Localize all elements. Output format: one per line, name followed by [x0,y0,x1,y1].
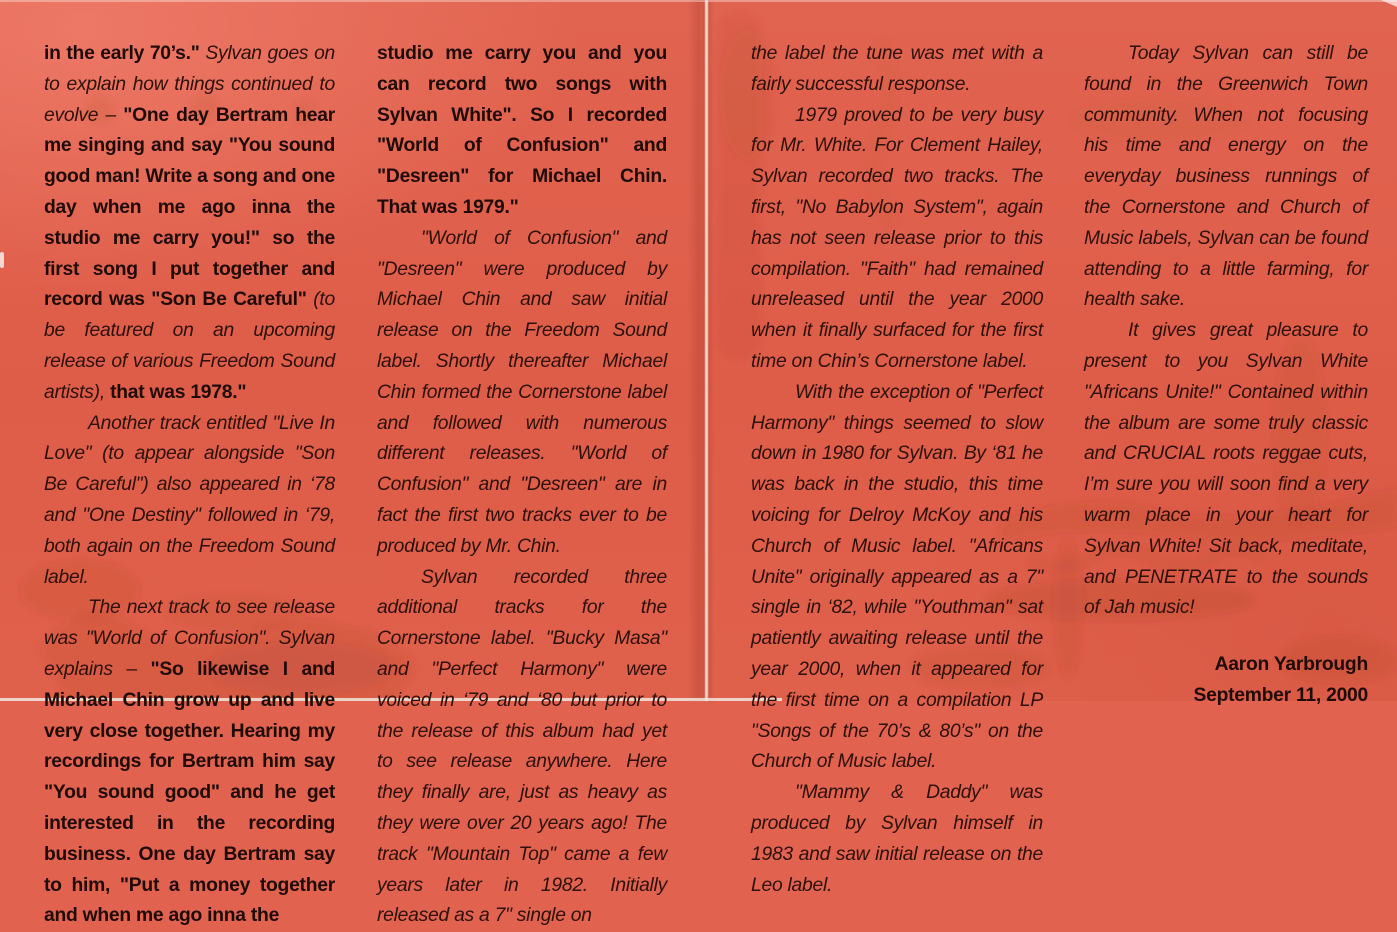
text-segment: The next track to see release was "World of Confusion". Sylvan explains – [44,597,335,680]
signature-block [1084,650,1368,712]
paragraph [751,101,1043,378]
text-segment: Another track entitled "Live In Love" (to appear alongside "Son Be Careful") also appeared in ‘78 and "One Destiny" followed in ‘79, both again on the Freedom Sound label. [44,412,335,588]
text-segment: Aaron Yarbrough [1214,654,1368,676]
text-segment: Sylvan goes on to explain how things continued to evolve – [44,43,336,126]
paragraph [377,563,667,932]
text-segment: (to be featured on an upcoming release of various Freedom Sound artists), [44,289,335,403]
paragraph [44,39,335,409]
paragraph [377,39,667,224]
scan-edge-artifact [0,252,4,268]
text-segment: September 11, 2000 [1193,684,1368,706]
scan-edge-top [0,0,1397,2]
paragraph [1084,39,1368,316]
text-segment: "World of Confusion" and "Desreen" were produced by Michael Chin and saw initial release on the Freedom Sound label. Shortly thereafter Michael Chin formed the Cornerstone label and followed with numerous different releases. "World of Confusion" and "Desreen" are in fact the first two tracks ever to be produced by Mr. Chin. [377,227,667,557]
text-segment: 1979 proved to be very busy for Mr. White. For Clement Hailey, Sylvan recorded two tracks. The first, "No Babylon System", again has not seen release prior to this compilation. "Faith" had remained unreleased until the year 2000 when it finally surfaced for the first time on Chin’s Cornerstone label. [751,104,1043,372]
paragraph [751,39,1043,101]
text-segment: "So likewise I and Michael Chin grow up and live very close together. Hearing my recordings for Bertram him say "You sound good" and he get interested in the recording business. One day Bertram say to him, "Put a money together and when me ago inna the [44,658,335,927]
text-segment: Today Sylvan can still be found in the Greenwich Town community. When not focusing his time and energy on the everyday business runnings of the Cornerstone and Church of Music labels, Sylvan can be found attending to a little farming, for health sake. [1084,43,1368,311]
center-fold-shadow [688,0,706,701]
text-segment: studio me carry you and you can record two songs with Sylvan White". So I recorded "World of Confusion" and "Desreen" for Michael Chin. That was 1979." [377,43,667,218]
paragraph [1084,316,1368,624]
text-column-4 [1084,39,1368,712]
text-segment: the label the tune was met with a fairly successful response. [751,43,1043,95]
text-column-2 [377,39,667,932]
paragraph [377,224,667,563]
text-column-1 [44,39,335,932]
text-segment: that was 1978." [110,381,247,403]
paragraph [44,593,335,932]
paragraph [751,778,1043,901]
text-segment: It gives great pleasure to present to you Sylvan White "Africans Unite!" Contained within the album are some truly classic and CRUCIAL roots reggae cuts, I’m sure you will soon find a very warm place in your heart for Sylvan White! Sit back, meditate, and PENETRATE to the sounds of Jah music! [1084,320,1368,619]
text-segment: "Mammy & Daddy" was produced by Sylvan himself in 1983 and saw initial release on the Leo label. [751,782,1043,896]
text-column-3 [751,39,1043,901]
text-segment: With the exception of "Perfect Harmony" things seemed to slow down in 1980 for Sylvan. By ‘81 he was back in the studio, this time voicing for Delroy McKoy and his Church of Music label. "Africans Unite" originally appeared as a 7" single in ‘82, while "Youthman" sat patiently awaiting release until the year 2000, when it appeared for the first time on a compilation LP "Songs of the 70’s & 80’s" on the Church of Music label. [751,381,1043,773]
paragraph [44,409,335,594]
paragraph [751,378,1043,778]
center-fold-crease [705,0,708,701]
scan-corner-artifact [1381,0,1397,7]
text-segment: Sylvan recorded three additional tracks for the Cornerstone label. "Bucky Masa" and "Perfect Harmony" were voiced in ‘79 and ‘80 but prior to the release of this album had yet to see release anywhere. Here they finally are, just as heavy as they were over 20 years ago! The track "Mountain Top" came a few years later in 1982. Initially released as a 7" single on [377,566,667,927]
text-segment: in the early 70’s." [44,43,206,64]
text-segment: "One day Bertram hear me singing and say "You sound good man! Write a song and one day when me ago inna the studio me carry you!" so the first song I put together and record was "Son Be Careful" [44,104,336,311]
